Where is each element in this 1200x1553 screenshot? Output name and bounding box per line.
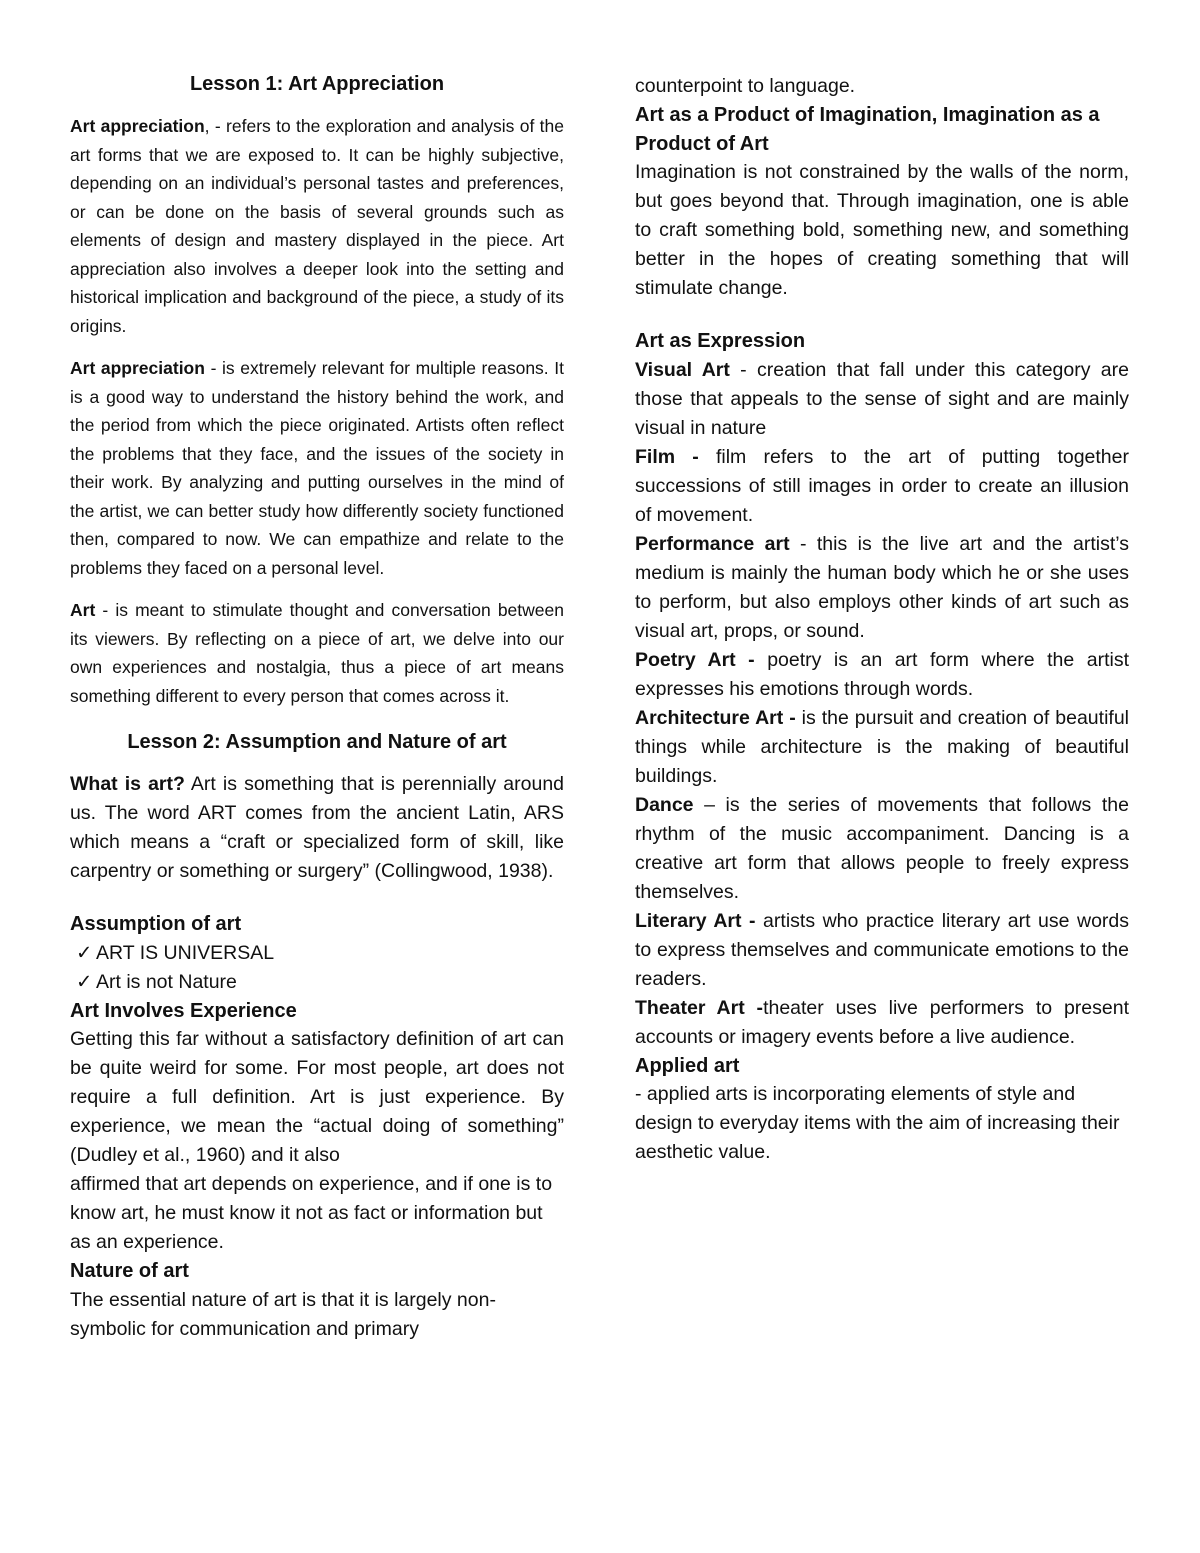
experience-text-1: Getting this far without a satisfactory definition of art can be quite weird for some. For most people, art does not require a full definition. Art is just experience. By experience, we mean the “actual doing of something” (Dudley et al., 1960) and it also xyxy=(70,1028,564,1166)
expression-heading: Art as Expression xyxy=(635,330,806,352)
assumption-item: ✓ Art is not Nature xyxy=(70,968,564,997)
what-is-art-paragraph: What is art? Art is something that is perennially around us. The word ART comes from the ancient Latin, ARS which means a “craft or specialized form of skill, like carpentry or something or surgery” (Collingwood, 1938). xyxy=(70,773,565,882)
art-form-poetry: Poetry Art - poetry is an art form where the artist expresses his emotions through words. xyxy=(635,648,1130,700)
term: What is art? xyxy=(70,773,185,795)
term: Visual Art xyxy=(635,358,730,381)
checkmark-icon: ✓ xyxy=(76,941,93,964)
term: Literary Art - xyxy=(635,909,756,932)
term: Art appreciation xyxy=(70,358,205,378)
lesson1-paragraph-1: Art appreciation, - refers to the exploration and analysis of the art forms that we are exposed to. It can be highly subjective, depending on an individual’s personal tastes and preferences, or can be done on the basis of several grounds such as elements of design and mastery displayed in the piece. Art appreciation also involves a deeper look into the setting and historical implication and background of the piece, a study of its origins. xyxy=(70,116,564,336)
art-form-performance: Performance art - this is the live art and the artist’s medium is mainly the human body which he or she uses to perform, but also employs other kinds of art such as visual art, props, or sound. xyxy=(635,532,1129,642)
left-column xyxy=(70,70,564,1344)
nature-text: The essential nature of art is that it is largely non-symbolic for communication and primary xyxy=(70,1288,496,1340)
term: Art appreciation xyxy=(70,116,205,136)
experience-text-2: affirmed that art depends on experience, and if one is to know art, he must know it not as fact or information but as an experience. xyxy=(70,1173,553,1253)
art-form-literary: Literary Art - artists who practice literary art use words to express themselves and communicate emotions to the readers. xyxy=(635,909,1129,990)
nature-text-continued: counterpoint to language. xyxy=(635,75,856,97)
assumption-item: ✓ ART IS UNIVERSAL xyxy=(70,939,564,968)
lesson1-paragraph-3: Art - is meant to stimulate thought and conversation between its viewers. By reflecting on a piece of art, we delve into our own experiences and nostalgia, thus a piece of art means something different to every person that comes across it. xyxy=(70,600,564,706)
checkmark-icon: ✓ xyxy=(76,970,93,993)
term: Theater Art - xyxy=(635,996,764,1019)
term: Art xyxy=(70,600,96,620)
art-form-dance: Dance – is the series of movements that follows the rhythm of the music accompaniment. Dancing is a creative art form that allows people to freely express themselves. xyxy=(635,793,1129,903)
term: Film - xyxy=(635,445,699,468)
applied-heading: Applied art xyxy=(635,1054,740,1077)
nature-heading: Nature of art xyxy=(70,1260,189,1282)
assumption-heading: Assumption of art xyxy=(70,913,242,935)
art-form-film: Film - film refers to the art of putting together successions of still images in order to create an illusion of movement. xyxy=(635,445,1129,526)
term: Performance art xyxy=(635,532,790,555)
term: Architecture Art - xyxy=(635,706,796,729)
applied-text: - applied arts is incorporating elements of style and design to everyday items with the aim of increasing their aesthetic value. xyxy=(635,1083,1120,1163)
right-column xyxy=(635,72,1129,1167)
experience-heading: Art Involves Experience xyxy=(70,999,297,1022)
art-form-theater: Theater Art -theater uses live performers to present accounts or imagery events before a live audience. xyxy=(635,996,1129,1048)
lesson1-paragraph-2: Art appreciation - is extremely relevant for multiple reasons. It is a good way to understand the history behind the work, and the period from which the piece originated. Artists often reflect the problems that they face, and the issues of the society in their work. By analyzing and putting ourselves in the mind of the artist, we can better study how differently society functioned then, compared to now. We can empathize and relate to the problems they faced on a personal level. xyxy=(70,358,564,578)
term: Poetry Art - xyxy=(635,648,755,671)
imagination-heading: Art as a Product of Imagination, Imagination as a Product of Art xyxy=(635,104,1100,155)
term: Dance xyxy=(635,793,694,816)
art-form-visual: Visual Art - creation that fall under this category are those that appeals to the sense of sight and are mainly visual in nature xyxy=(635,358,1129,439)
art-form-architecture: Architecture Art - is the pursuit and creation of beautiful things while architecture is the making of beautiful buildings. xyxy=(635,706,1130,787)
lesson2-title: Lesson 2: Assumption and Nature of art xyxy=(127,731,507,753)
imagination-text: Imagination is not constrained by the walls of the norm, but goes beyond that. Through imagination, one is able to craft something bold, something new, and something better in the hopes of creating something that will stimulate change. xyxy=(635,161,1129,299)
lesson1-title: Lesson 1: Art Appreciation xyxy=(189,73,445,95)
